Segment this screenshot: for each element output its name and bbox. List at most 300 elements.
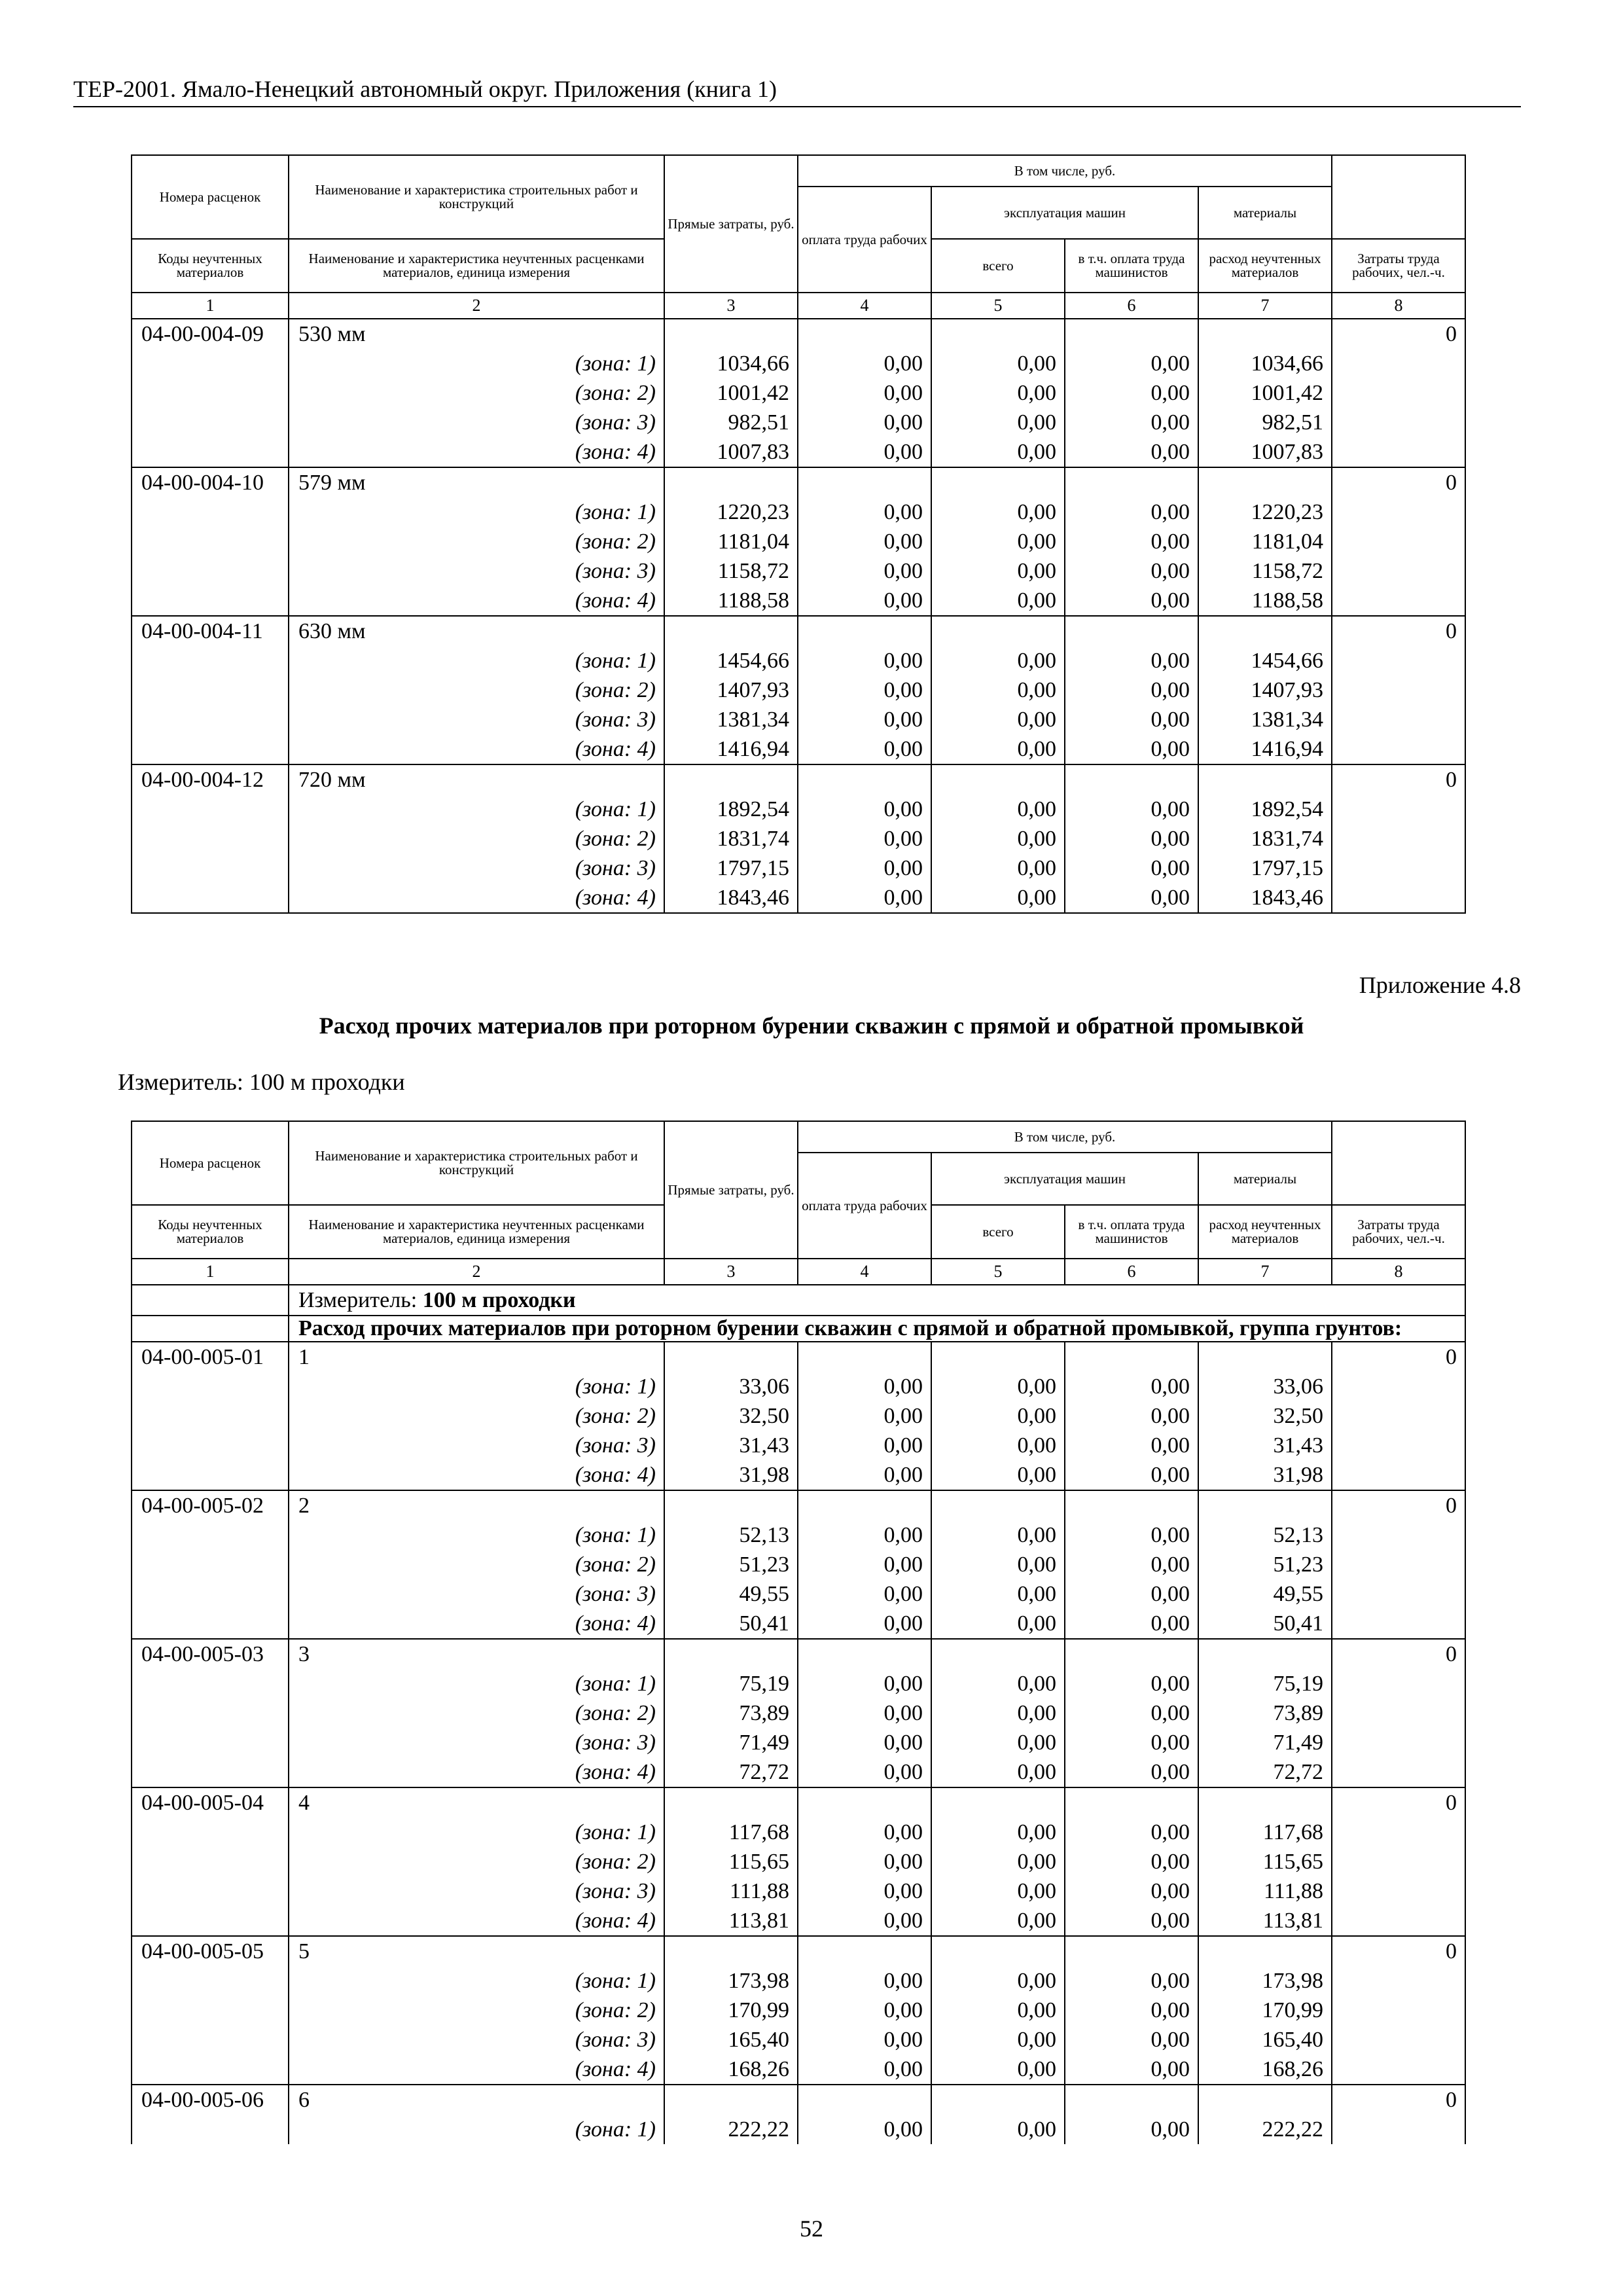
machines-total-value: 0,00 [931,586,1065,616]
machines-total-value: 0,00 [931,1520,1065,1550]
zone-label: (зона: 2) [289,1996,664,2025]
zone-label: (зона: 3) [289,705,664,734]
zone-row [132,378,1465,408]
machines-total-value: 0,00 [931,2025,1065,2054]
zone-row [132,1906,1465,1936]
materials-value: 117,68 [1198,1818,1332,1847]
zone-row [132,1757,1465,1787]
header-materials: материалы [1198,1153,1332,1205]
labor-costs-value: 0 [1332,319,1465,349]
header-material-names: Наименование и характеристика неучтенных расценками материалов, единица измерения [289,1205,664,1259]
machines-total-value: 0,00 [931,437,1065,467]
column-number: 6 [1065,1259,1198,1285]
operator-pay-value: 0,00 [1065,1550,1198,1579]
direct-costs-value: 1454,66 [664,646,798,675]
rates-table-1 [131,154,1466,914]
zone-label: (зона: 1) [289,795,664,824]
machines-total-value: 0,00 [931,527,1065,556]
worker-pay-value: 0,00 [798,1609,931,1639]
rate-code: 04-00-005-05 [132,1936,289,1966]
worker-pay-value: 0,00 [798,437,931,467]
materials-value: 1892,54 [1198,795,1332,824]
labor-costs-value: 0 [1332,2085,1465,2115]
materials-value: 1381,34 [1198,705,1332,734]
operator-pay-value: 0,00 [1065,2025,1198,2054]
operator-pay-value: 0,00 [1065,408,1198,437]
table-row [132,1936,1465,1966]
materials-value: 115,65 [1198,1847,1332,1876]
header-column-numbers [132,1259,1465,1285]
direct-costs-value: 72,72 [664,1757,798,1787]
materials-value: 1797,15 [1198,853,1332,883]
rate-code: 04-00-005-06 [132,2085,289,2115]
direct-costs-value: 1220,23 [664,497,798,527]
worker-pay-value: 0,00 [798,1728,931,1757]
direct-costs-value: 52,13 [664,1520,798,1550]
header-unaccounted-materials: расход неучтенных материалов [1198,1205,1332,1259]
column-number: 3 [664,1259,798,1285]
labor-costs-value: 0 [1332,1490,1465,1520]
rate-name: 4 [289,1787,664,1818]
materials-value: 1158,72 [1198,556,1332,586]
materials-value: 50,41 [1198,1609,1332,1639]
header-rate-numbers: Номера расценок [132,1121,289,1205]
column-number: 8 [1332,293,1465,319]
direct-costs-value: 1797,15 [664,853,798,883]
worker-pay-value: 0,00 [798,675,931,705]
direct-costs-value: 1158,72 [664,556,798,586]
direct-costs-value: 1034,66 [664,349,798,378]
worker-pay-value: 0,00 [798,1966,931,1996]
zone-label: (зона: 3) [289,408,664,437]
zone-row [132,1876,1465,1906]
worker-pay-value: 0,00 [798,2025,931,2054]
zone-row [132,1550,1465,1579]
materials-value: 170,99 [1198,1996,1332,2025]
machines-total-value: 0,00 [931,378,1065,408]
operator-pay-value: 0,00 [1065,1906,1198,1936]
rate-name: 5 [289,1936,664,1966]
materials-value: 1843,46 [1198,883,1332,913]
worker-pay-value: 0,00 [798,646,931,675]
materials-value: 173,98 [1198,1966,1332,1996]
materials-value: 1181,04 [1198,527,1332,556]
column-number: 7 [1198,293,1332,319]
worker-pay-value: 0,00 [798,853,931,883]
direct-costs-value: 1381,34 [664,705,798,734]
operator-pay-value: 0,00 [1065,2054,1198,2085]
direct-costs-value: 51,23 [664,1550,798,1579]
rate-code: 04-00-004-09 [132,319,289,349]
machines-total-value: 0,00 [931,1609,1065,1639]
machines-total-value: 0,00 [931,1669,1065,1698]
materials-value: 72,72 [1198,1757,1332,1787]
machines-total-value: 0,00 [931,2115,1065,2144]
zone-row [132,1431,1465,1460]
zone-row [132,853,1465,883]
machines-total-value: 0,00 [931,1906,1065,1936]
machines-total-value: 0,00 [931,349,1065,378]
machines-total-value: 0,00 [931,675,1065,705]
zone-label: (зона: 4) [289,1757,664,1787]
direct-costs-value: 222,22 [664,2115,798,2144]
materials-value: 1188,58 [1198,586,1332,616]
operator-pay-value: 0,00 [1065,527,1198,556]
zone-label: (зона: 1) [289,1966,664,1996]
machines-total-value: 0,00 [931,853,1065,883]
rate-name: 2 [289,1490,664,1520]
machines-total-value: 0,00 [931,795,1065,824]
direct-costs-value: 50,41 [664,1609,798,1639]
column-number: 8 [1332,1259,1465,1285]
operator-pay-value: 0,00 [1065,675,1198,705]
operator-pay-value: 0,00 [1065,824,1198,853]
worker-pay-value: 0,00 [798,1520,931,1550]
section-row [132,1316,1465,1342]
machines-total-value: 0,00 [931,2054,1065,2085]
operator-pay-value: 0,00 [1065,1728,1198,1757]
zone-label: (зона: 2) [289,675,664,705]
direct-costs-value: 1181,04 [664,527,798,556]
zone-row [132,1728,1465,1757]
zone-label: (зона: 3) [289,1579,664,1609]
materials-value: 168,26 [1198,2054,1332,2085]
zone-row [132,349,1465,378]
operator-pay-value: 0,00 [1065,2115,1198,2144]
zone-label: (зона: 3) [289,1728,664,1757]
meter-value: 100 м проходки [422,1288,576,1312]
rate-name: 530 мм [289,319,664,349]
zone-label: (зона: 2) [289,824,664,853]
header-machine-operation: эксплуатация машин [931,1153,1198,1205]
machines-total-value: 0,00 [931,1966,1065,1996]
header-labor-costs: Затраты труда рабочих, чел.-ч. [1332,239,1465,293]
rate-name: 6 [289,2085,664,2115]
direct-costs-value: 117,68 [664,1818,798,1847]
running-header: ТЕР-2001. Ямало-Ненецкий автономный округ. Приложения (книга 1) [73,73,1521,107]
worker-pay-value: 0,00 [798,497,931,527]
labor-costs-value: 0 [1332,467,1465,497]
header-row-group [132,1121,1465,1153]
operator-pay-value: 0,00 [1065,734,1198,764]
table-row [132,2085,1465,2115]
zone-label: (зона: 2) [289,527,664,556]
operator-pay-value: 0,00 [1065,586,1198,616]
zone-label: (зона: 4) [289,1460,664,1490]
operator-pay-value: 0,00 [1065,437,1198,467]
materials-value: 982,51 [1198,408,1332,437]
zone-label: (зона: 2) [289,1550,664,1579]
worker-pay-value: 0,00 [798,1431,931,1460]
table-row [132,467,1465,497]
worker-pay-value: 0,00 [798,1818,931,1847]
zone-row [132,527,1465,556]
materials-value: 31,43 [1198,1431,1332,1460]
zone-label: (зона: 1) [289,1669,664,1698]
operator-pay-value: 0,00 [1065,1460,1198,1490]
materials-value: 51,23 [1198,1550,1332,1579]
materials-value: 1007,83 [1198,437,1332,467]
operator-pay-value: 0,00 [1065,1669,1198,1698]
rate-code: 04-00-005-03 [132,1639,289,1669]
zone-row [132,1818,1465,1847]
machines-total-value: 0,00 [931,824,1065,853]
table-row [132,616,1465,646]
machines-total-value: 0,00 [931,1579,1065,1609]
zone-label: (зона: 2) [289,1698,664,1728]
worker-pay-value: 0,00 [798,2115,931,2144]
rate-code: 04-00-004-11 [132,616,289,646]
worker-pay-value: 0,00 [798,1757,931,1787]
worker-pay-value: 0,00 [798,378,931,408]
column-number: 4 [798,1259,931,1285]
zone-row [132,1460,1465,1490]
zone-row [132,824,1465,853]
direct-costs-value: 1843,46 [664,883,798,913]
direct-costs-value: 168,26 [664,2054,798,2085]
meter-cell [289,1285,1465,1316]
header-material-codes: Коды неучтенных материалов [132,239,289,293]
direct-costs-value: 73,89 [664,1698,798,1728]
direct-costs-value: 31,98 [664,1460,798,1490]
operator-pay-value: 0,00 [1065,556,1198,586]
zone-label: (зона: 3) [289,1876,664,1906]
operator-pay-value: 0,00 [1065,1818,1198,1847]
zone-label: (зона: 3) [289,853,664,883]
direct-costs-value: 1892,54 [664,795,798,824]
header-column-numbers [132,293,1465,319]
worker-pay-value: 0,00 [798,2054,931,2085]
zone-row [132,795,1465,824]
rates-table-2 [131,1121,1466,2144]
operator-pay-value: 0,00 [1065,853,1198,883]
header-labor-top [1332,155,1465,239]
direct-costs-value: 1188,58 [664,586,798,616]
zone-label: (зона: 1) [289,497,664,527]
section-row-title: Расход прочих материалов при роторном бурении скважин с прямой и обратной промывкой, группа грунтов: [289,1316,1465,1342]
operator-pay-value: 0,00 [1065,705,1198,734]
operator-pay-value: 0,00 [1065,1966,1198,1996]
worker-pay-value: 0,00 [798,556,931,586]
rate-code: 04-00-005-04 [132,1787,289,1818]
operator-pay-value: 0,00 [1065,883,1198,913]
page-number: 52 [800,2215,823,2242]
zone-label: (зона: 4) [289,883,664,913]
zone-row [132,1996,1465,2025]
materials-value: 113,81 [1198,1906,1332,1936]
worker-pay-value: 0,00 [798,1669,931,1698]
zone-label: (зона: 2) [289,1847,664,1876]
direct-costs-value: 173,98 [664,1966,798,1996]
rate-code: 04-00-005-01 [132,1342,289,1372]
zone-label: (зона: 4) [289,586,664,616]
meter-prefix: Измеритель: [298,1288,423,1312]
materials-value: 52,13 [1198,1520,1332,1550]
column-number: 5 [931,1259,1065,1285]
direct-costs-value: 1831,74 [664,824,798,853]
column-number: 6 [1065,293,1198,319]
machines-total-value: 0,00 [931,497,1065,527]
materials-value: 31,98 [1198,1460,1332,1490]
labor-costs-value: 0 [1332,616,1465,646]
worker-pay-value: 0,00 [798,1401,931,1431]
section-title: Расход прочих материалов при роторном бурении скважин с прямой и обратной промывкой [319,1013,1304,1039]
header-machines-total: всего [931,239,1065,293]
labor-costs-value: 0 [1332,764,1465,795]
zone-label: (зона: 1) [289,1818,664,1847]
zone-row [132,556,1465,586]
header-labor-top [1332,1121,1465,1205]
worker-pay-value: 0,00 [798,1579,931,1609]
materials-value: 33,06 [1198,1372,1332,1401]
header-worker-pay: оплата труда рабочих [798,1153,931,1259]
column-number: 2 [289,1259,664,1285]
table-row [132,319,1465,349]
header-unaccounted-materials: расход неучтенных материалов [1198,239,1332,293]
labor-costs-value: 0 [1332,1787,1465,1818]
operator-pay-value: 0,00 [1065,1609,1198,1639]
column-number: 4 [798,293,931,319]
zone-row [132,883,1465,913]
direct-costs-value: 71,49 [664,1728,798,1757]
operator-pay-value: 0,00 [1065,1520,1198,1550]
rate-code: 04-00-005-02 [132,1490,289,1520]
worker-pay-value: 0,00 [798,408,931,437]
header-including: В том числе, руб. [798,155,1332,187]
machines-total-value: 0,00 [931,1728,1065,1757]
materials-value: 73,89 [1198,1698,1332,1728]
worker-pay-value: 0,00 [798,1372,931,1401]
zone-label: (зона: 4) [289,734,664,764]
meter-row [132,1285,1465,1316]
materials-value: 1220,23 [1198,497,1332,527]
direct-costs-value: 115,65 [664,1847,798,1876]
table-row [132,1342,1465,1372]
worker-pay-value: 0,00 [798,1906,931,1936]
column-number: 1 [132,1259,289,1285]
machines-total-value: 0,00 [931,1876,1065,1906]
zone-row [132,1609,1465,1639]
operator-pay-value: 0,00 [1065,1431,1198,1460]
header-row-group [132,155,1465,187]
rate-code: 04-00-004-12 [132,764,289,795]
zone-row [132,2025,1465,2054]
materials-value: 75,19 [1198,1669,1332,1698]
machines-total-value: 0,00 [931,1818,1065,1847]
machines-total-value: 0,00 [931,408,1065,437]
table-row [132,1787,1465,1818]
header-work-name: Наименование и характеристика строительных работ и конструкций [289,155,664,239]
table-row [132,764,1465,795]
machines-total-value: 0,00 [931,1757,1065,1787]
direct-costs-value: 31,43 [664,1431,798,1460]
labor-costs-value: 0 [1332,1936,1465,1966]
materials-value: 1831,74 [1198,824,1332,853]
table-row [132,1639,1465,1669]
zone-label: (зона: 1) [289,646,664,675]
direct-costs-value: 1407,93 [664,675,798,705]
zone-row [132,1579,1465,1609]
worker-pay-value: 0,00 [798,824,931,853]
zone-row [132,646,1465,675]
direct-costs-value: 49,55 [664,1579,798,1609]
machines-total-value: 0,00 [931,1460,1065,1490]
zone-label: (зона: 2) [289,1401,664,1431]
operator-pay-value: 0,00 [1065,646,1198,675]
header-material-names: Наименование и характеристика неучтенных расценками материалов, единица измерения [289,239,664,293]
zone-label: (зона: 1) [289,1520,664,1550]
header-including: В том числе, руб. [798,1121,1332,1153]
zone-row [132,1520,1465,1550]
worker-pay-value: 0,00 [798,1550,931,1579]
zone-label: (зона: 2) [289,378,664,408]
machines-total-value: 0,00 [931,1698,1065,1728]
worker-pay-value: 0,00 [798,349,931,378]
direct-costs-value: 111,88 [664,1876,798,1906]
operator-pay-value: 0,00 [1065,349,1198,378]
zone-label: (зона: 4) [289,1609,664,1639]
worker-pay-value: 0,00 [798,527,931,556]
operator-pay-value: 0,00 [1065,1876,1198,1906]
column-number: 1 [132,293,289,319]
header-operator-pay: в т.ч. оплата труда машинистов [1065,1205,1198,1259]
zone-row [132,1401,1465,1431]
materials-value: 1034,66 [1198,349,1332,378]
materials-value: 1454,66 [1198,646,1332,675]
header-work-name: Наименование и характеристика строительных работ и конструкций [289,1121,664,1205]
zone-row [132,1966,1465,1996]
rate-name: 1 [289,1342,664,1372]
direct-costs-value: 33,06 [664,1372,798,1401]
operator-pay-value: 0,00 [1065,1996,1198,2025]
machines-total-value: 0,00 [931,556,1065,586]
header-direct-costs: Прямые затраты, руб. [664,155,798,293]
zone-row [132,1372,1465,1401]
machines-total-value: 0,00 [931,883,1065,913]
zone-row [132,2115,1465,2144]
header-labor-costs: Затраты труда рабочих, чел.-ч. [1332,1205,1465,1259]
zone-row [132,497,1465,527]
worker-pay-value: 0,00 [798,795,931,824]
materials-value: 222,22 [1198,2115,1332,2144]
machines-total-value: 0,00 [931,1401,1065,1431]
rate-name: 3 [289,1639,664,1669]
zone-row [132,1669,1465,1698]
unit-label: Измеритель: 100 м проходки [118,1069,405,1095]
direct-costs-value: 1416,94 [664,734,798,764]
operator-pay-value: 0,00 [1065,1698,1198,1728]
machines-total-value: 0,00 [931,1372,1065,1401]
zone-row [132,586,1465,616]
column-number: 2 [289,293,664,319]
zone-label: (зона: 1) [289,2115,664,2144]
worker-pay-value: 0,00 [798,734,931,764]
zone-row [132,1698,1465,1728]
materials-value: 1001,42 [1198,378,1332,408]
materials-value: 1416,94 [1198,734,1332,764]
column-number: 7 [1198,1259,1332,1285]
rate-name: 579 мм [289,467,664,497]
zone-label: (зона: 3) [289,2025,664,2054]
direct-costs-value: 170,99 [664,1996,798,2025]
zone-label: (зона: 4) [289,2054,664,2085]
machines-total-value: 0,00 [931,646,1065,675]
zone-label: (зона: 1) [289,349,664,378]
zone-label: (зона: 1) [289,1372,664,1401]
direct-costs-value: 32,50 [664,1401,798,1431]
materials-value: 1407,93 [1198,675,1332,705]
operator-pay-value: 0,00 [1065,1847,1198,1876]
